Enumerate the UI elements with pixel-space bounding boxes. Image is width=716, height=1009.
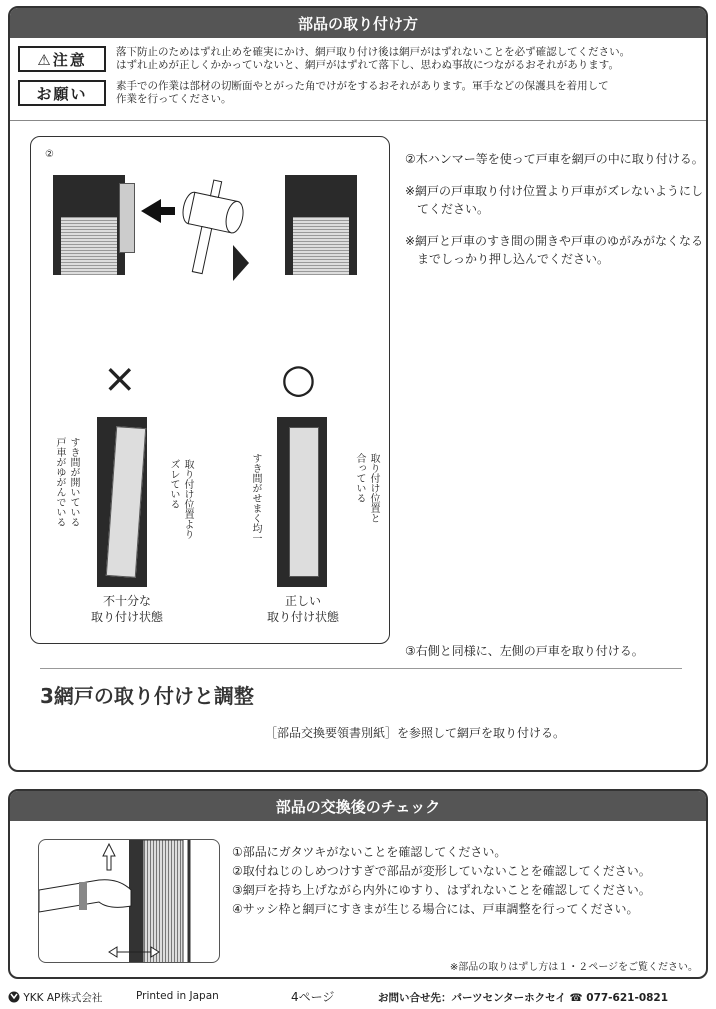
good-pos-label2: 合っている — [354, 453, 365, 503]
step-number: ② — [45, 149, 54, 160]
section-rule — [40, 668, 682, 669]
bad-mark: × — [103, 356, 137, 402]
good-mark: ○ — [281, 356, 316, 402]
phone-icon: ☎ — [569, 992, 583, 1004]
request-row — [18, 80, 698, 106]
caution-label: ⚠注意 — [18, 46, 106, 72]
check-illustration — [38, 839, 220, 963]
footer — [8, 988, 708, 1006]
bad-pos-label2: ズレている — [168, 459, 179, 509]
mesh-before — [61, 217, 117, 275]
check-list — [232, 843, 651, 919]
page-number: 4ページ — [291, 990, 335, 1004]
diagram-box — [30, 136, 390, 644]
caution-text: 落下防止のためはずれ止めを確実にかけ、網戸取り付け後は網戸がはずれないことを必ず確認してください。 はずれ止めが正しくかかっていないと、網戸がはずれて落下し、思わぬ事故につながるおそれがあります。 — [116, 46, 631, 71]
divider — [10, 120, 706, 121]
bad-caption: 不十分な 取り付け状態 — [90, 594, 163, 624]
good-pos-label: 取り付け位置と — [368, 453, 379, 523]
mesh-after — [293, 217, 349, 275]
check-item: ④サッシ枠と網戸にすきまが生じる場合には、戸車調整を行ってください。 — [232, 902, 639, 916]
installation-panel — [8, 6, 708, 772]
check-item: ①部品にガタツキがないことを確認してください。 — [232, 845, 507, 859]
step3-text: ③右側と同様に、左側の戸車を取り付ける。 — [405, 644, 644, 658]
check-panel — [8, 789, 708, 979]
next-arrow-icon — [231, 243, 251, 283]
arrow-icon — [141, 199, 175, 223]
section-reference: ［部品交換要領書別紙］を参照して網戸を取り付ける。 — [265, 726, 566, 740]
panel-title: 部品の交換後のチェック — [10, 791, 706, 821]
request-text: 素手での作業は部材の切断面やとがった角でけがをするおそれがあります。軍手などの保護具を着用して 作業を行ってください。 — [116, 80, 609, 105]
up-arrow-icon — [103, 844, 115, 870]
panel-title: 部品の取り付け方 — [10, 8, 706, 38]
good-roller — [289, 427, 319, 577]
company-logo: YKK AP株式会社 — [8, 990, 102, 1005]
ykk-logo-icon — [8, 991, 20, 1003]
instructions: ②木ハンマー等を使って戸車を網戸の中に取り付ける。 ※網戸の戸車取り付け位置より戸車がズレないようにしてください。 ※網戸と戸車のすき間の開きや戸車のゆがみがなくなるまでしっかり押し込んでください。 — [405, 152, 704, 266]
printed-in: Printed in Japan — [136, 990, 219, 1002]
footnote: ※部品の取りはずし方は１・２ページをご覧ください。 — [449, 962, 698, 973]
check-item: ②取付ねじのしめつけすぎで部品が変形していないことを確認してください。 — [232, 864, 651, 878]
hand-lifting-illustration — [39, 840, 220, 963]
bad-pos-label: 取り付け位置より — [182, 459, 193, 539]
bad-gap-label: すき間が開いている — [68, 437, 79, 527]
contact: お問い合せ先：パーツセンターホクセイ ☎ 077-621-0821 — [378, 992, 669, 1004]
bad-warp-label: 戸車がゆがんでいる — [54, 437, 65, 527]
check-item: ③網戸を持ち上げながら内外にゆすり、はずれないことを確認してください。 — [232, 883, 651, 897]
left-arrow-icon — [109, 947, 117, 957]
section-heading: 3網戸の取り付けと調整 — [40, 684, 254, 708]
roller-part — [119, 183, 135, 253]
good-caption: 正しい 取り付け状態 — [266, 594, 339, 624]
caution-row — [18, 46, 698, 72]
good-gap-label: すき間がせまく均一 — [250, 453, 261, 543]
request-label: お願い — [18, 80, 106, 106]
